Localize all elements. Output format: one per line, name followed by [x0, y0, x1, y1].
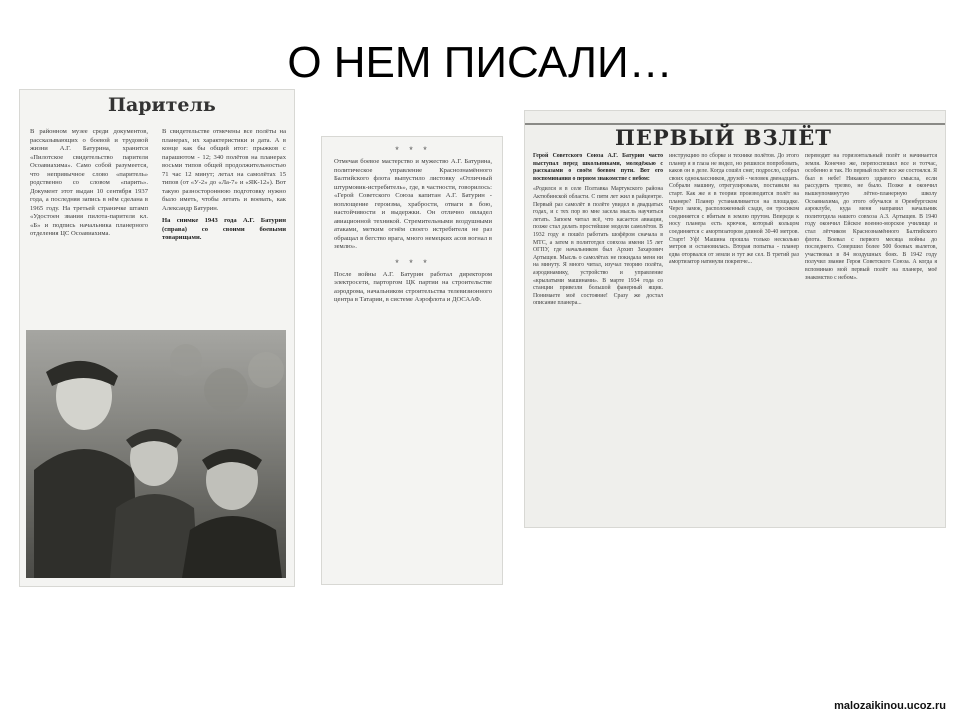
clipping-text: В свидетельстве отмечены все полёты на планерах, их характеристики и дата. А в конце как бы общий итог: прыжков с парашютом - 12; 340 полётов на планерах восьми типов общей продолжительностью 71 час 12 минут; летал на самолётах 15 типов (от «У-2» до «Ла-7» и «ЯК-12»). Вот такую разностороннюю подготовку нужно было иметь, чтобы летать и воевать, как Александр Батурин. [162, 128, 286, 212]
archive-photo [26, 330, 286, 578]
site-credit: malozaikinou.ucoz.ru [834, 700, 946, 712]
clipping-lead: Герой Советского Союза А.Г. Батурин часто выступал перед школьниками, молодёжью с рассказами о своём боевом пути. Вот его воспоминания о первом знакомстве с небом: [533, 153, 663, 182]
newspaper-clipping-paritel [20, 90, 294, 586]
clipping-headline: Паритель [108, 94, 216, 116]
clipping-text: После войны А.Г. Батурин работал директором электросети, парторгом ЦК партии на строительстве аэродрома, начальником строительства телевизионного центра в Татарии, в системе Аэрофлота и ДОСААФ. [334, 270, 492, 303]
clipping-column [533, 153, 663, 308]
clipping-headline: ПЕРВЫЙ ВЗЛЁТ [615, 125, 832, 150]
clipping-text: переводит на горизонтальный полёт и начинается земля. Конечно же, перепоспешил все и тотчас, особенно и так. Но первый полёт все же состоялся. Я был в небе! Никакого здравого смысла, если рассудить трезво, не было. Позже я окончил вышеупомянутую лётно-планерную школу Осоавиахима, до этого обучался в Оренбургском аэроклубе, куда меня направил начальник политотдела нашего совхоза А.З. Артыщев. В 1940 году окончил Ейское военно-морское училище и стал лётчиком Краснознамённого Балтийского флота. Воевал с первого месяца войны до последнего. Совершил более 500 боевых вылетов, участвовал в 84 воздушных боях. В 1942 году получил звание Героя Советского Союза. А когда я вспоминаю мой первый полёт на планере, моё знакомство с небом». [805, 153, 937, 281]
slide-title: О НЕМ ПИСАЛИ… [287, 38, 673, 87]
clipping-text: В районном музее среди документов, рассказывающих о боевой и трудовой жизни А.Г. Батурина, хранится «Пилотское свидетельство парителя Осоавиахима». Само собой разумеется, что непривычное слово «паритель» родственно со словом «парить». Документ этот выдан 10 сентября 1937 года, а последняя запись в нём сделана в 1965 году. На третьей страничке штамп «Удостоен звания пилота-парителя кл. «Б» и подпись начальника планерного отделения ЦС Осоавиахима. [30, 128, 148, 237]
clipping-column [334, 143, 492, 305]
photo-caption: На снимке 1943 года А.Г. Батурин (справа) со своими боевыми товарищами. [162, 217, 286, 241]
newspaper-clipping-first-flight [525, 111, 945, 527]
clipping-column [669, 153, 799, 267]
clipping-column-left [30, 128, 148, 239]
clipping-column-right [162, 128, 286, 243]
newspaper-clipping-leaflet [322, 137, 502, 584]
clipping-text: «Родился я в селе Полтавка Мартукского района Актюбинской области. С пяти лет жил в райцентре. Первый раз самолёт в полёте увидел в двадцатых годах, и с тех пор во мне засела мысль научиться летать. Запоем читал всё, что касается авиации, позже стал делать простейшие модели самолётов. В 1932 году я пошёл работать шофёром сначала в МТС, а затем в политотдел совхоза имени 15 лет ОГПУ, где начальником был Архип Захарович Артыщев. Мысль о самолётах не покидала меня ни на минуту. Я много читал, изучал теорию полёта, аэродинамику, устройство и управление «крылатыми машинами». В марте 1934 года со станции привезли большой фанерный ящик. Понимаете моё состояние! Сразу же достал описание планера... [533, 186, 663, 307]
clipping-text: Отмечая боевое мастерство и мужество А.Г. Батурина, политическое управление Краснознамённого Балтийского флота выпустило листовку «Отличный штурмовик-истребитель», где, в частности, говорилось: «Герой Советского Союза капитан А.Г. Батурин - воплощение героизма, храбрости, отваги в бою, настойчивости и выдержки. Он отлично овладел авиационной техникой. Стремительными воздушными атаками, метким огнём своего истребителя не раз обращал в бегство врага, много немецких асов вогнал в землю». [334, 158, 492, 250]
section-separator: * * * [395, 145, 431, 155]
section-separator: * * * [395, 257, 431, 268]
clipping-column [805, 153, 937, 282]
clipping-text: инструкцию по сборке и технике полётов. До этого планер я в глаза не видел, но решился попробовать, каков он в деле. Когда сошёл снег, подросло, собрал своих одноклассников, друзей - человек двенадцать. Собрали машину, отрегулировали, поставили на старт. Как же я в теории производится полёт на планере? Планер устанавливается на площадке. Через замок, расположенный сзади, он тросиком соединяется с вбитым в землю прутом. Впереди к носу планера есть крючок, который кольцом соединяется с амортизатором длиной 30-40 метров. Старт! Уф! Машина прошла только несколько метров и остановилась. Вторая попытка - планер едва оторвался от земли и тут же сел. В третий раз амортизатор натянули покрепче... [669, 153, 799, 266]
